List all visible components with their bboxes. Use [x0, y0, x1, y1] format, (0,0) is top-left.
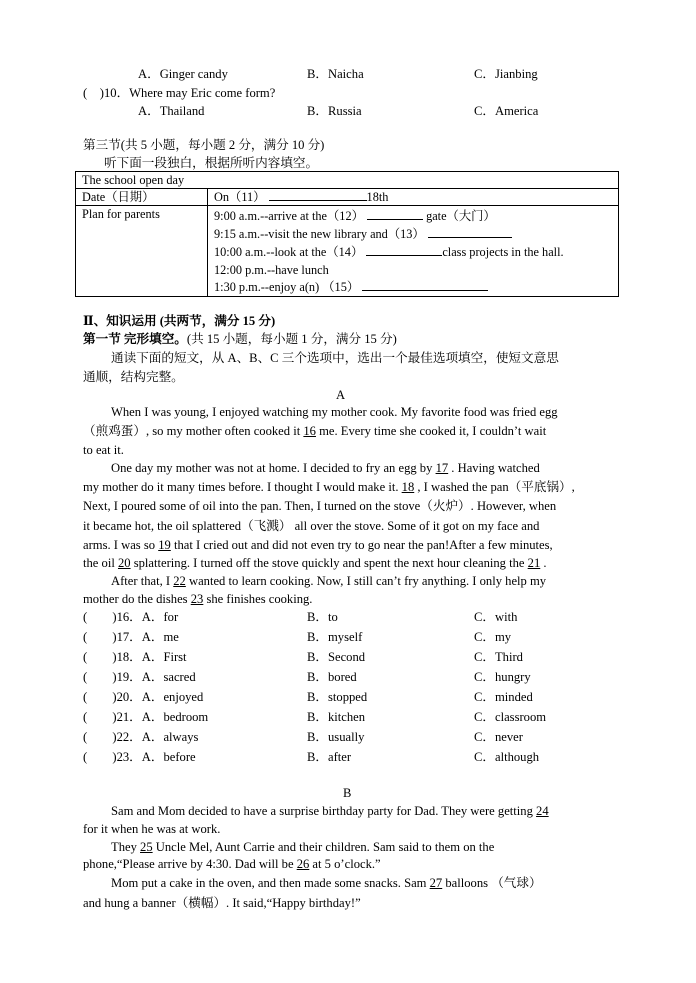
- date-value: On（11） 18th: [208, 189, 619, 206]
- question-option-b: B．after: [307, 750, 352, 764]
- question-option-b: B．bored: [307, 670, 357, 684]
- table-header: The school open day: [76, 172, 619, 189]
- passage-a-line: mother do the dishes 23 she finishes cooking.: [83, 592, 313, 606]
- passage-b-line: and hung a banner（横幅）. It said,“Happy birthday!”: [83, 896, 361, 910]
- passage-a-line: it became hot, the oil splattered（飞溅） all over the stove. Some of it got on my face and: [83, 519, 540, 533]
- question-option-a: ( )21．A．bedroom: [83, 710, 209, 724]
- question-option-a: ( )17．A．me: [83, 630, 179, 644]
- q10-option-b: B．Russia: [307, 104, 362, 118]
- question-option-b: B．to: [307, 610, 338, 624]
- question-option-b: B．Second: [307, 650, 366, 664]
- passage-b-line: Sam and Mom decided to have a surprise birthday party for Dad. They were getting 24: [111, 804, 549, 818]
- open-day-table: [75, 171, 619, 297]
- passage-a-line: When I was young, I enjoyed watching my mother cook. My favorite food was fried egg: [111, 405, 558, 419]
- plan-row: 12:00 p.m.--have lunch: [214, 263, 329, 277]
- question-option-a: ( )18．A．First: [83, 650, 187, 664]
- plan-label: Plan for parents: [76, 206, 208, 297]
- question-option-c: C．my: [474, 630, 512, 644]
- question-option-a: ( )20．A．enjoyed: [83, 690, 204, 704]
- date-label: Date（日期）: [76, 189, 208, 206]
- question-option-a: ( )16．A．for: [83, 610, 179, 624]
- passage-b-line: phone,“Please arrive by 4:30. Dad will be 26 at 5 o’clock.”: [83, 857, 381, 871]
- plan-row: 9:00 a.m.--arrive at the（12） gate（大门）: [214, 209, 496, 223]
- question-option-a: ( )19．A．sacred: [83, 670, 196, 684]
- passage-a-line: arms. I was so 19 that I cried out and did not even try to go near the pan!After a few minutes,: [83, 538, 553, 552]
- passage-a-line: （煎鸡蛋）, so my mother often cooked it 16 me. Every time she cooked it, I couldn’t wait: [83, 424, 547, 438]
- question-option-a: ( )22．A．always: [83, 730, 199, 744]
- question-option-b: B．myself: [307, 630, 363, 644]
- passage-a-line: to eat it.: [83, 443, 124, 457]
- plan-row: 9:15 a.m.--visit the new library and（13）: [214, 226, 612, 244]
- part2-instruction-2: 通顺，结构完整。: [83, 370, 184, 384]
- q9-option-a: A．Ginger candy: [138, 67, 228, 81]
- question-option-b: B．usually: [307, 730, 365, 744]
- q10-option-a: A．Thailand: [138, 104, 205, 118]
- q9-option-b: B．Naicha: [307, 67, 364, 81]
- q9-option-c: C．Jianbing: [474, 67, 538, 81]
- passage-b-line: for it when he was at work.: [83, 822, 221, 836]
- passage-b-label: B: [343, 786, 352, 800]
- passage-b-line: Mom put a cake in the oven, and then made some snacks. Sam 27 balloons （气球）: [111, 876, 542, 890]
- passage-b-line: They 25 Uncle Mel, Aunt Carrie and their children. Sam said to them on the: [111, 840, 495, 854]
- question-option-c: C．Third: [474, 650, 523, 664]
- question-option-c: C．with: [474, 610, 518, 624]
- plan-row: 1:30 p.m.--enjoy a(n) （15）: [214, 279, 612, 296]
- passage-a-line: Next, I poured some of oil into the pan. Then, I turned on the stove（火炉）. However, when: [83, 499, 557, 513]
- question-option-c: C．hungry: [474, 670, 531, 684]
- passage-a-label: A: [336, 388, 346, 402]
- question-option-b: B．stopped: [307, 690, 368, 704]
- passage-a-line: the oil 20 splattering. I turned off the stove quickly and spent the next hour cleaning the 21 .: [83, 556, 547, 570]
- question-option-c: C．minded: [474, 690, 533, 704]
- part2-subheading: 第一节 完形填空。(共 15 小题，每小题 1 分，满分 15 分): [83, 332, 397, 346]
- passage-a-line: After that, I 22 wanted to learn cooking. Now, I still can’t fry anything. I only help my: [111, 574, 547, 588]
- section3-title: 第三节(共 5 小题，每小题 2 分，满分 10 分): [83, 138, 325, 152]
- passage-a-line: my mother do it many times before. I thought I would make it. 18 , I washed the pan（平底锅）,: [83, 480, 575, 494]
- question-option-c: C．although: [474, 750, 540, 764]
- question-option-a: ( )23．A．before: [83, 750, 196, 764]
- question-option-c: C．classroom: [474, 710, 547, 724]
- passage-a-line: One day my mother was not at home. I decided to fry an egg by 17 . Having watched: [111, 461, 540, 475]
- part2-instruction-1: 通读下面的短文，从 A、B、C 三个选项中，选出一个最佳选项填空，使短文意思: [111, 351, 559, 365]
- question-option-b: B．kitchen: [307, 710, 366, 724]
- plan-row: 10:00 a.m.--look at the（14） class projects in the hall.: [214, 245, 564, 259]
- plan-items: [208, 206, 619, 297]
- q10-option-c: C．America: [474, 104, 539, 118]
- section3-instruction: 听下面一段独白，根据所听内容填空。: [104, 156, 319, 170]
- q10-stem: ( )10．Where may Eric come form?: [83, 86, 276, 100]
- question-option-c: C．never: [474, 730, 523, 744]
- part2-heading: Ⅱ、知识运用 (共两节，满分 15 分): [83, 314, 276, 328]
